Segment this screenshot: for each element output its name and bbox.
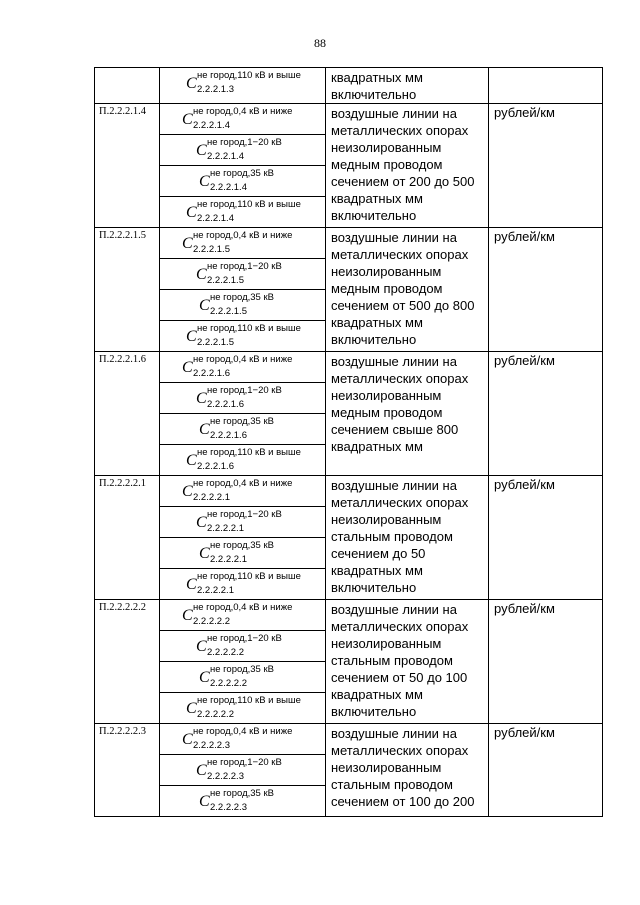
rate-letter: C (182, 483, 193, 500)
table-row (95, 600, 603, 631)
line-description: воздушные линии на металлических опорах неизолированным стальным проводом сечением от 100 до 200 (326, 724, 489, 817)
item-code: П.2.2.2.1.5 (95, 228, 160, 352)
rate-letter: C (196, 142, 207, 159)
rate-symbol-cell (160, 352, 326, 383)
rate-letter: C (182, 359, 193, 376)
rate-symbol-cell (160, 662, 326, 693)
unit-of-measure: рублей/км (489, 228, 603, 352)
rate-letter: C (199, 173, 210, 190)
rate-superscript: не город,35 кВ (210, 664, 274, 675)
tariff-table-body (95, 68, 603, 817)
rate-superscript: не город,1−20 кВ (207, 261, 282, 272)
rate-letter: C (199, 793, 210, 810)
rate-subscript: 2.2.2.1.4 (210, 182, 247, 193)
unit-of-measure: рублей/км (489, 724, 603, 817)
rate-symbol-cell (160, 290, 326, 321)
item-code: П.2.2.2.2.2 (95, 600, 160, 724)
rate-subscript: 2.2.2.1.6 (197, 461, 234, 472)
rate-subscript: 2.2.2.2.1 (210, 554, 247, 565)
rate-symbol-cell (160, 68, 326, 104)
rate-symbol-cell (160, 755, 326, 786)
rate-symbol-cell (160, 631, 326, 662)
rate-symbol-cell (160, 166, 326, 197)
rate-letter: C (196, 514, 207, 531)
rate-letter: C (196, 390, 207, 407)
line-description: квадратных мм включительно (326, 68, 489, 104)
rate-symbol-cell (160, 383, 326, 414)
rate-letter: C (199, 669, 210, 686)
rate-superscript: не город,110 кВ и выше (197, 695, 301, 706)
table-row (95, 352, 603, 383)
rate-superscript: не город,35 кВ (210, 788, 274, 799)
item-code (95, 68, 160, 104)
rate-letter: C (182, 607, 193, 624)
item-code: П.2.2.2.2.3 (95, 724, 160, 817)
rate-superscript: не город,0,4 кВ и ниже (193, 354, 293, 365)
table-row (95, 228, 603, 259)
rate-subscript: 2.2.2.2.1 (207, 523, 244, 534)
rate-symbol-cell (160, 104, 326, 135)
rate-letter: C (186, 700, 197, 717)
item-code: П.2.2.2.1.4 (95, 104, 160, 228)
rate-letter: C (186, 328, 197, 345)
rate-symbol-cell (160, 321, 326, 352)
rate-subscript: 2.2.2.1.5 (210, 306, 247, 317)
rate-symbol-cell (160, 445, 326, 476)
rate-superscript: не город,0,4 кВ и ниже (193, 106, 293, 117)
rate-letter: C (196, 638, 207, 655)
rate-letter: C (199, 545, 210, 562)
line-description: воздушные линии на металлических опорах неизолированным медным проводом сечением от 200 до 500 квадратных мм включительно (326, 104, 489, 228)
rate-subscript: 2.2.2.2.2 (210, 678, 247, 689)
rate-letter: C (182, 111, 193, 128)
rate-symbol-cell (160, 259, 326, 290)
rate-subscript: 2.2.2.2.2 (197, 709, 234, 720)
unit-of-measure: рублей/км (489, 352, 603, 476)
rate-letter: C (199, 421, 210, 438)
line-description: воздушные линии на металлических опорах неизолированным медным проводом сечением свыше 800 квадратных мм (326, 352, 489, 476)
rate-superscript: не город,0,4 кВ и ниже (193, 726, 293, 737)
table-row (95, 104, 603, 135)
rate-superscript: не город,35 кВ (210, 168, 274, 179)
rate-superscript: не город,35 кВ (210, 416, 274, 427)
rate-subscript: 2.2.2.1.3 (197, 84, 234, 95)
rate-letter: C (182, 235, 193, 252)
rate-subscript: 2.2.2.1.6 (207, 399, 244, 410)
rate-subscript: 2.2.2.1.5 (197, 337, 234, 348)
line-description: воздушные линии на металлических опорах неизолированным медным проводом сечением от 500 до 800 квадратных мм включительно (326, 228, 489, 352)
rate-superscript: не город,1−20 кВ (207, 757, 282, 768)
rate-subscript: 2.2.2.2.2 (193, 616, 230, 627)
line-description: воздушные линии на металлических опорах неизолированным стальным проводом сечением до 50 квадратных мм включительно (326, 476, 489, 600)
table-row (95, 724, 603, 755)
rate-superscript: не город,1−20 кВ (207, 137, 282, 148)
rate-superscript: не город,1−20 кВ (207, 633, 282, 644)
rate-letter: C (196, 762, 207, 779)
rate-subscript: 2.2.2.2.1 (197, 585, 234, 596)
rate-symbol-cell (160, 414, 326, 445)
unit-of-measure: рублей/км (489, 600, 603, 724)
rate-subscript: 2.2.2.1.4 (193, 120, 230, 131)
rate-symbol-cell (160, 135, 326, 166)
rate-symbol-cell (160, 600, 326, 631)
rate-symbol-cell (160, 569, 326, 600)
unit-of-measure: рублей/км (489, 476, 603, 600)
rate-superscript: не город,1−20 кВ (207, 509, 282, 520)
table-row (95, 476, 603, 507)
rate-superscript: не город,110 кВ и выше (197, 199, 301, 210)
rate-symbol-cell (160, 786, 326, 817)
rate-superscript: не город,0,4 кВ и ниже (193, 230, 293, 241)
rate-symbol-cell (160, 724, 326, 755)
rate-superscript: не город,35 кВ (210, 292, 274, 303)
rate-subscript: 2.2.2.2.3 (210, 802, 247, 813)
rate-subscript: 2.2.2.1.5 (207, 275, 244, 286)
rate-letter: C (186, 75, 197, 92)
rate-superscript: не город,110 кВ и выше (197, 571, 301, 582)
page-number: 88 (314, 36, 326, 50)
rate-letter: C (186, 204, 197, 221)
rate-subscript: 2.2.2.1.6 (193, 368, 230, 379)
item-code: П.2.2.2.1.6 (95, 352, 160, 476)
rate-symbol-cell (160, 476, 326, 507)
rate-subscript: 2.2.2.2.1 (193, 492, 230, 503)
line-description: воздушные линии на металлических опорах неизолированным стальным проводом сечением от 50 до 100 квадратных мм включительно (326, 600, 489, 724)
rate-symbol-cell (160, 507, 326, 538)
unit-of-measure (489, 68, 603, 104)
rate-symbol-cell (160, 693, 326, 724)
rate-superscript: не город,1−20 кВ (207, 385, 282, 396)
rate-letter: C (196, 266, 207, 283)
rate-subscript: 2.2.2.2.3 (193, 740, 230, 751)
rate-superscript: не город,0,4 кВ и ниже (193, 478, 293, 489)
rate-letter: C (199, 297, 210, 314)
rate-symbol-cell (160, 197, 326, 228)
rate-subscript: 2.2.2.1.6 (210, 430, 247, 441)
tariff-table (94, 67, 603, 817)
rate-subscript: 2.2.2.2.3 (207, 771, 244, 782)
rate-letter: C (186, 452, 197, 469)
rate-letter: C (182, 731, 193, 748)
rate-letter: C (186, 576, 197, 593)
rate-superscript: не город,110 кВ и выше (197, 447, 301, 458)
rate-subscript: 2.2.2.2.2 (207, 647, 244, 658)
rate-subscript: 2.2.2.1.4 (197, 213, 234, 224)
rate-subscript: 2.2.2.1.5 (193, 244, 230, 255)
rate-superscript: не город,0,4 кВ и ниже (193, 602, 293, 613)
rate-superscript: не город,110 кВ и выше (197, 323, 301, 334)
rate-superscript: не город,35 кВ (210, 540, 274, 551)
rate-subscript: 2.2.2.1.4 (207, 151, 244, 162)
item-code: П.2.2.2.2.1 (95, 476, 160, 600)
rate-superscript: не город,110 кВ и выше (197, 70, 301, 81)
unit-of-measure: рублей/км (489, 104, 603, 228)
rate-symbol-cell (160, 538, 326, 569)
rate-symbol-cell (160, 228, 326, 259)
table-row (95, 68, 603, 104)
